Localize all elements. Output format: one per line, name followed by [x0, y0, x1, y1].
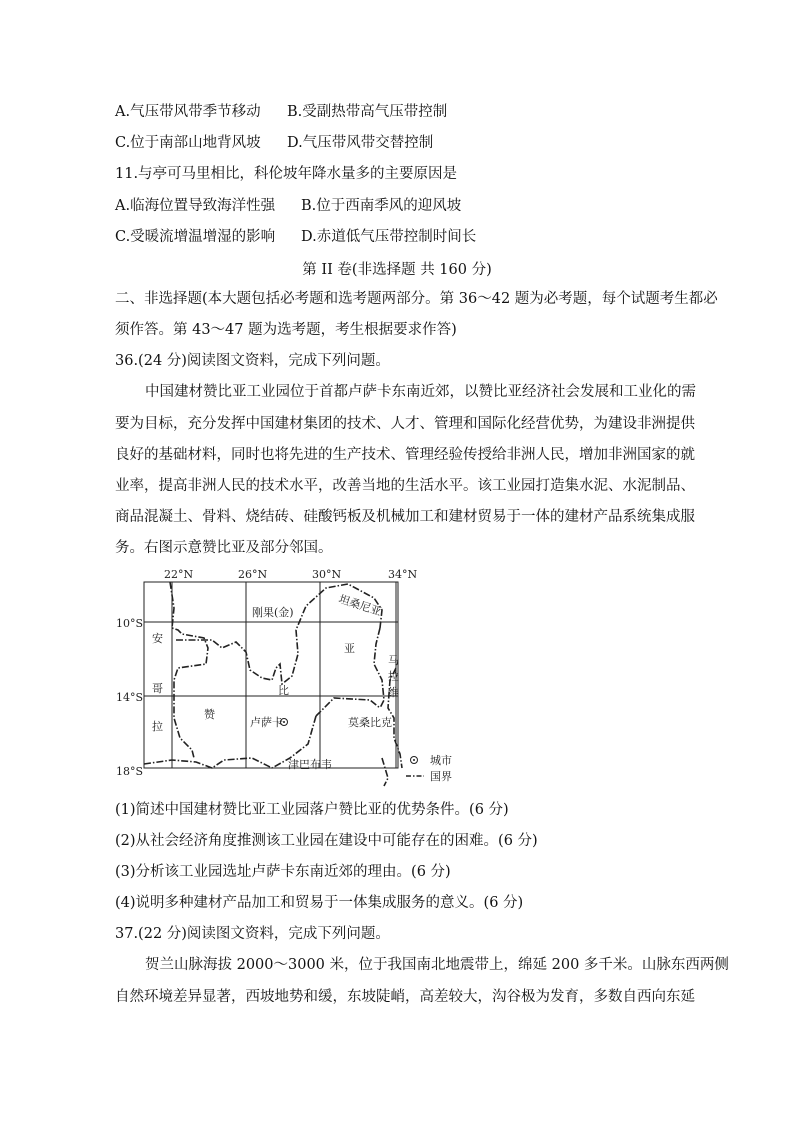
map-legend — [406, 754, 452, 783]
label-malawi-3: 维 — [388, 686, 399, 699]
q36-paragraph-line1: 中国建材赞比亚工业园位于首都卢萨卡东南近郊，以赞比亚经济社会发展和工业化的需 — [145, 384, 696, 400]
q36-paragraph-line3: 良好的基础材料，同时也将先进的生产技术、管理经验传授给非洲人民，增加非洲国家的就 — [115, 447, 695, 463]
label-malawi-2: 拉 — [388, 670, 399, 683]
label-angola-2: 哥 — [152, 682, 163, 695]
q36-sub1: (1)简述中国建材赞比亚工业园落户赞比亚的优势条件。(6 分) — [115, 802, 509, 818]
q36-paragraph-line6: 务。右图示意赞比亚及部分邻国。 — [115, 540, 333, 556]
q37-paragraph-line1: 贺兰山脉海拔 2000～3000 米，位于我国南北地震带上，绵延 200 多千米。山脉东西两侧 — [145, 957, 729, 973]
zambia-map — [112, 568, 472, 788]
legend-city-label: 城市 — [430, 754, 452, 767]
label-mozambique: 莫桑比克 — [348, 716, 392, 729]
q36-sub3: (3)分析该工业园选址卢萨卡东南近郊的理由。(6 分) — [115, 864, 451, 880]
section2-line2: 须作答。第 43～47 题为选考题，考生根据要求作答) — [115, 322, 457, 338]
lat-label-18: 18°S — [116, 765, 144, 778]
lat-label-14: 14°S — [116, 691, 144, 704]
label-angola-3: 拉 — [152, 720, 163, 733]
label-lusaka: 卢萨卡 — [250, 716, 283, 729]
q36-paragraph-line5: 商品混凝土、骨料、烧结砖、硅酸钙板及机械加工和建材贸易于一体的建材产品系统集成服 — [115, 509, 695, 525]
q10-option-a: A.气压带风带季节移动 — [115, 104, 261, 120]
part2-title: 第 II 卷(非选择题 共 160 分) — [302, 262, 492, 278]
label-zambia-1: 赞 — [204, 708, 215, 721]
q36-sub4: (4)说明多种建材产品加工和贸易于一体集成服务的意义。(6 分) — [115, 895, 524, 911]
q10-option-d: D.气压带风带交替控制 — [287, 135, 434, 151]
q36-stem: 36.(24 分)阅读图文资料，完成下列问题。 — [115, 353, 390, 369]
q11-option-d: D.赤道低气压带控制时间长 — [301, 229, 477, 245]
label-tanzania: 坦桑尼亚 — [337, 592, 383, 619]
label-drc: 刚果(金) — [252, 606, 294, 619]
label-zambia-2: 比 — [278, 684, 289, 697]
q11-option-c: C.受暖流增温增湿的影响 — [115, 229, 276, 245]
q11-option-b: B.位于西南季风的迎风坡 — [301, 198, 462, 214]
label-zimbabwe: 津巴布韦 — [288, 758, 332, 771]
q36-paragraph-line4: 业率，提高非洲人民的技术水平，改善当地的生活水平。该工业园打造集水泥、水泥制品、 — [115, 478, 695, 494]
lon-label-26: 26°N — [238, 568, 268, 581]
q36-sub2: (2)从社会经济角度推测该工业园在建设中可能存在的困难。(6 分) — [115, 833, 538, 849]
legend-border-label: 国界 — [430, 770, 452, 783]
label-zambia-3: 亚 — [344, 642, 355, 655]
q11-stem: 11.与亭可马里相比，科伦坡年降水量多的主要原因是 — [115, 166, 458, 182]
section2-line1: 二、非选择题(本大题包括必考题和选考题两部分。第 36～42 题为必考题，每个试题考生都必 — [115, 291, 718, 307]
q11-option-a: A.临海位置导致海洋性强 — [115, 198, 276, 214]
lon-label-34: 34°N — [388, 568, 418, 581]
q36-paragraph-line2: 要为目标，充分发挥中国建材集团的技术、人才、管理和国际化经营优势，为建设非洲提供 — [115, 416, 695, 432]
q10-option-b: B.受副热带高气压带控制 — [287, 104, 448, 120]
q37-stem: 37.(22 分)阅读图文资料，完成下列问题。 — [115, 926, 390, 942]
lon-label-30: 30°N — [312, 568, 342, 581]
lon-label-22: 22°N — [164, 568, 194, 581]
lat-label-10: 10°S — [116, 617, 144, 630]
label-malawi-1: 马 — [388, 654, 399, 667]
q37-paragraph-line2: 自然环境差异显著，西坡地势和缓，东坡陡峭，高差较大，沟谷极为发育，多数自西向东延 — [115, 989, 695, 1005]
label-angola-1: 安 — [152, 632, 163, 645]
q10-option-c: C.位于南部山地背风坡 — [115, 135, 261, 151]
